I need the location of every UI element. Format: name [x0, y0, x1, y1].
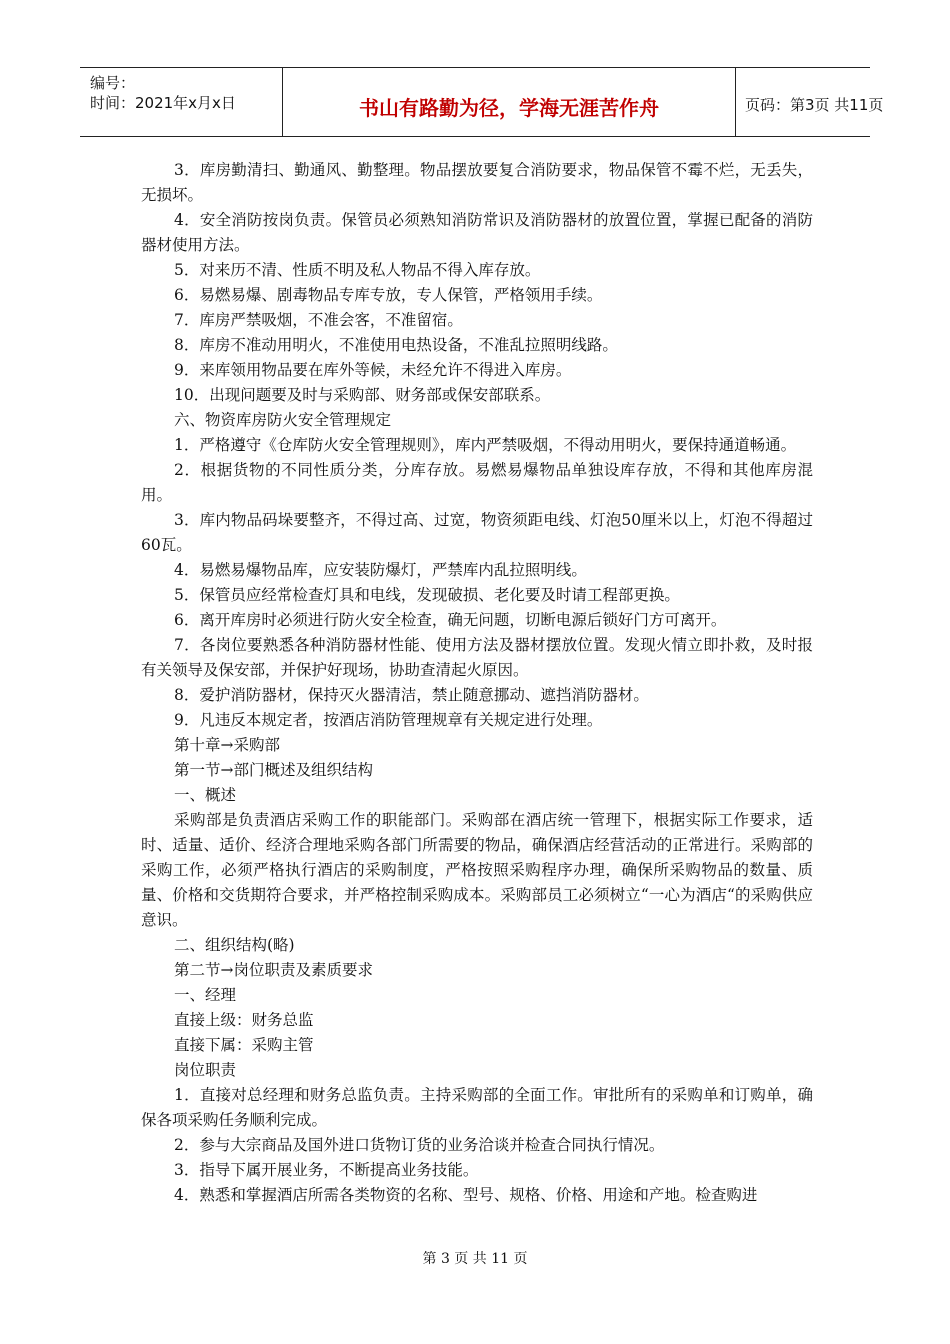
paragraph: 6．离开库房时必须进行防火安全检查，确无问题，切断电源后锁好门方可离开。	[174, 611, 727, 629]
paragraph: 5．对来历不清、性质不明及私人物品不得入库存放。	[174, 261, 541, 279]
paragraph: 8．爱护消防器材，保持灭火器清洁，禁止随意挪动、遮挡消防器材。	[174, 686, 649, 704]
header-motto: 书山有路勤为径，学海无涯苦作舟	[359, 96, 659, 120]
header-page-cell	[735, 68, 884, 136]
paragraph: 4．易燃易爆物品库，应安装防爆灯，严禁库内乱拉照明线。	[174, 561, 587, 579]
paragraph: 4．熟悉和掌握酒店所需各类物资的名称、型号、规格、价格、用途和产地。检查购进	[174, 1186, 758, 1204]
paragraph: 2．参与大宗商品及国外进口货物订货的业务洽谈并检查合同执行情况。	[174, 1136, 665, 1154]
paragraph: 5．保管员应经常检查灯具和电线，发现破损、老化要及时请工程部更换。	[174, 586, 680, 604]
paragraph: 3．指导下属开展业务，不断提高业务技能。	[174, 1161, 479, 1179]
document-time-label: 时间：2021年x月x日	[90, 94, 236, 112]
paragraph: 8．库房不准动用明火，不准使用电热设备，不准乱拉照明线路。	[174, 336, 618, 354]
header-page-info: 页码：第3页 共11页	[745, 96, 884, 114]
paragraph: 1．严格遵守《仓库防火安全管理规则》，库内严禁吸烟，不得动用明火，要保持通道畅通。	[174, 436, 797, 454]
header-meta	[80, 68, 282, 136]
section-heading: 第一节→部门概述及组织结构	[174, 761, 373, 779]
paragraph: 4．安全消防按岗负责。保管员必须熟知消防常识及消防器材的放置位置，掌握已配备的消防器材使用方法。	[141, 211, 813, 254]
paragraph: 3．库内物品码垛要整齐，不得过高、过宽，物资须距电线、灯泡50厘米以上，灯泡不得超过60瓦。	[141, 511, 813, 554]
header-motto-cell	[282, 68, 736, 136]
paragraph: 7．库房严禁吸烟，不准会客，不准留宿。	[174, 311, 463, 329]
paragraph: 直接下属：采购主管	[174, 1036, 314, 1054]
page-footer: 第 3 页 共 11 页	[422, 1251, 528, 1267]
paragraph: 9．来库领用物品要在库外等候，未经允许不得进入库房。	[174, 361, 572, 379]
subsection-heading: 一、概述	[174, 786, 237, 804]
paragraph: 2．根据货物的不同性质分类，分库存放。易燃易爆物品单独设库存放，不得和其他库房混用。	[141, 461, 813, 504]
document-body	[141, 158, 813, 1208]
paragraph: 直接上级：财务总监	[174, 1011, 314, 1029]
subsection-heading: 二、组织结构(略)	[174, 936, 295, 954]
paragraph: 6．易燃易爆、剧毒物品专库专放，专人保管，严格领用手续。	[174, 286, 603, 304]
paragraph: 采购部是负责酒店采购工作的职能部门。采购部在酒店统一管理下，根据实际工作要求，适时、适量、适价、经济合理地采购各部门所需要的物品，确保酒店经营活动的正常进行。采购部的采购工作，必须严格执行酒店的采购制度，严格按照采购程序办理，确保所采购物品的数量、质量、价格和交货期符合要求，并严格控制采购成本。采购部员工必须树立“一心为酒店“的采购供应意识。	[141, 811, 813, 929]
paragraph: 岗位职责	[174, 1061, 237, 1079]
paragraph: 9．凡违反本规定者，按酒店消防管理规章有关规定进行处理。	[174, 711, 603, 729]
page-header	[80, 67, 884, 137]
paragraph: 10．出现问题要及时与采购部、财务部或保安部联系。	[174, 386, 551, 404]
section-heading: 六、物资库房防火安全管理规定	[174, 411, 392, 429]
paragraph: 1．直接对总经理和财务总监负责。主持采购部的全面工作。审批所有的采购单和订购单，确保各项采购任务顺利完成。	[141, 1086, 813, 1129]
paragraph: 3．库房勤清扫、勤通风、勤整理。物品摆放要复合消防要求，物品保管不霉不烂，无丢失，无损坏。	[141, 161, 813, 204]
section-heading: 第二节→岗位职责及素质要求	[174, 961, 373, 979]
chapter-heading: 第十章→采购部	[174, 736, 280, 754]
subsection-heading: 一、经理	[174, 986, 237, 1004]
paragraph: 7．各岗位要熟悉各种消防器材性能、使用方法及器材摆放位置。发现火情立即扑救，及时报有关领导及保安部，并保护好现场，协助查清起火原因。	[141, 636, 813, 679]
document-code-label: 编号：	[90, 74, 136, 92]
